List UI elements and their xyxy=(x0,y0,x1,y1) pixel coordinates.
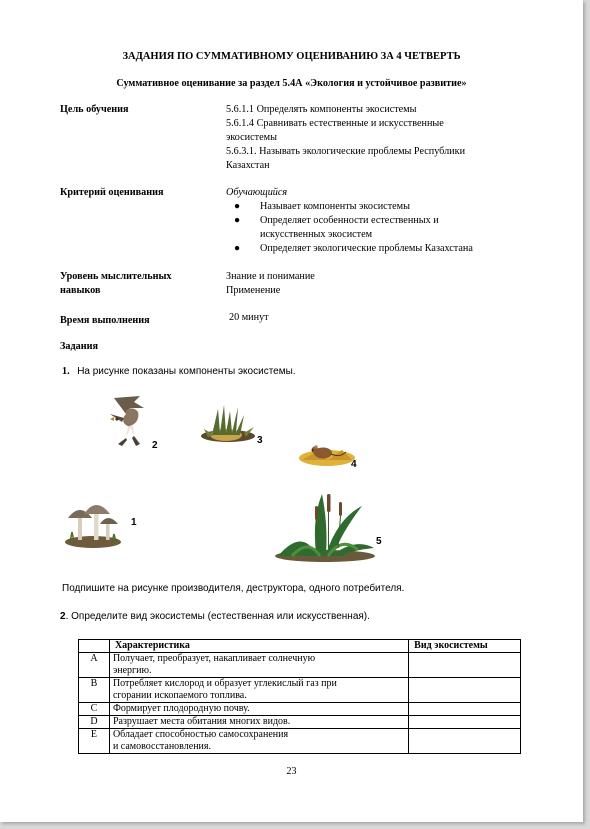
goal-line: 5.6.3.1. Называть экологические проблемы Республики xyxy=(226,146,466,157)
page-number: 23 xyxy=(286,766,297,777)
subtitle: Суммативное оценивание за раздел 5.4А «Экология и устойчивое развитие» xyxy=(116,78,467,89)
table-row xyxy=(79,716,521,729)
main-title: ЗАДАНИЯ ПО СУММАТИВНОМУ ОЦЕНИВАНИЮ ЗА 4 ЧЕТВЕРТЬ xyxy=(122,51,461,62)
row-type-cell[interactable] xyxy=(409,729,521,754)
row-letter: D xyxy=(79,716,110,729)
criteria-block xyxy=(226,186,473,256)
goal-line: 5.6.1.1 Определять компоненты экосистемы xyxy=(226,104,417,115)
row-type-cell[interactable] xyxy=(409,703,521,716)
row-type-cell[interactable] xyxy=(409,653,521,678)
figure-number: 4 xyxy=(351,459,357,470)
row-characteristic: Получает, преобразует, накапливает солнечную энергию. xyxy=(109,653,408,678)
goal-label: Цель обучения xyxy=(60,104,129,115)
task1-instruction: Подпишите на рисунке производителя, деструктора, одного потребителя. xyxy=(62,583,405,594)
skills-label: Уровень мыслительных навыков xyxy=(60,271,172,296)
eagle-icon xyxy=(104,392,152,452)
time-value: 20 минут xyxy=(229,312,269,323)
table-row xyxy=(79,729,521,754)
grass-tuft-icon xyxy=(198,403,258,445)
row-type-cell[interactable] xyxy=(409,678,521,703)
criteria-list xyxy=(226,200,473,256)
table-header-cell xyxy=(79,640,110,653)
task1-heading: 1. На рисунке показаны компоненты экосистемы. xyxy=(62,366,296,377)
bullet-icon: ● xyxy=(234,215,241,226)
row-letter: E xyxy=(79,729,110,754)
skills-values: Знание и понимание Применение xyxy=(226,271,315,296)
reeds-icon xyxy=(272,488,378,564)
row-characteristic: Разрушает места обитания многих видов. xyxy=(109,716,408,729)
mouse-icon xyxy=(298,438,356,468)
bullet-icon: ● xyxy=(234,201,241,212)
table-row xyxy=(79,678,521,703)
criteria-item: ● Определяет экологические проблемы Казахстана xyxy=(234,243,473,254)
criteria-item: ● Называет компоненты экосистемы xyxy=(234,201,410,212)
ecosystem-table xyxy=(78,639,521,754)
criteria-intro: Обучающийся xyxy=(226,187,288,198)
criteria-item: ● Определяет особенности естественных и искусственных экосистем xyxy=(234,215,439,240)
time-label: Время выполнения xyxy=(60,315,150,326)
bullet-icon: ● xyxy=(234,243,241,254)
table-header-cell: Вид экосистемы xyxy=(409,640,521,653)
goal-list xyxy=(226,103,465,173)
figure-number: 2 xyxy=(152,440,158,451)
row-characteristic: Формирует плодородную почву. xyxy=(109,703,408,716)
goal-line: Казахстан xyxy=(226,160,270,171)
row-characteristic: Обладает способностью самосохранения и самовосстановления. xyxy=(109,729,408,754)
table-row xyxy=(79,653,521,678)
goal-line: 5.6.1.4 Сравнивать естественные и искусственные xyxy=(226,118,444,129)
row-characteristic: Потребляет кислород и образует углекислый газ при сгорании ископаемого топлива. xyxy=(109,678,408,703)
row-type-cell[interactable] xyxy=(409,716,521,729)
row-letter: B xyxy=(79,678,110,703)
goal-line: экосистемы xyxy=(226,132,277,143)
table-row xyxy=(79,703,521,716)
tasks-label: Задания xyxy=(60,341,98,352)
mushrooms-icon xyxy=(64,498,122,550)
figure-number: 1 xyxy=(131,517,137,528)
table-header-cell: Характеристика xyxy=(109,640,408,653)
table-header-row xyxy=(79,640,521,653)
figure-number: 3 xyxy=(257,435,263,446)
task2-heading: 2. Определите вид экосистемы (естественная или искусственная). xyxy=(60,611,370,622)
row-letter: C xyxy=(79,703,110,716)
criteria-label: Критерий оценивания xyxy=(60,187,164,198)
row-letter: A xyxy=(79,653,110,678)
figure-number: 5 xyxy=(376,536,382,547)
